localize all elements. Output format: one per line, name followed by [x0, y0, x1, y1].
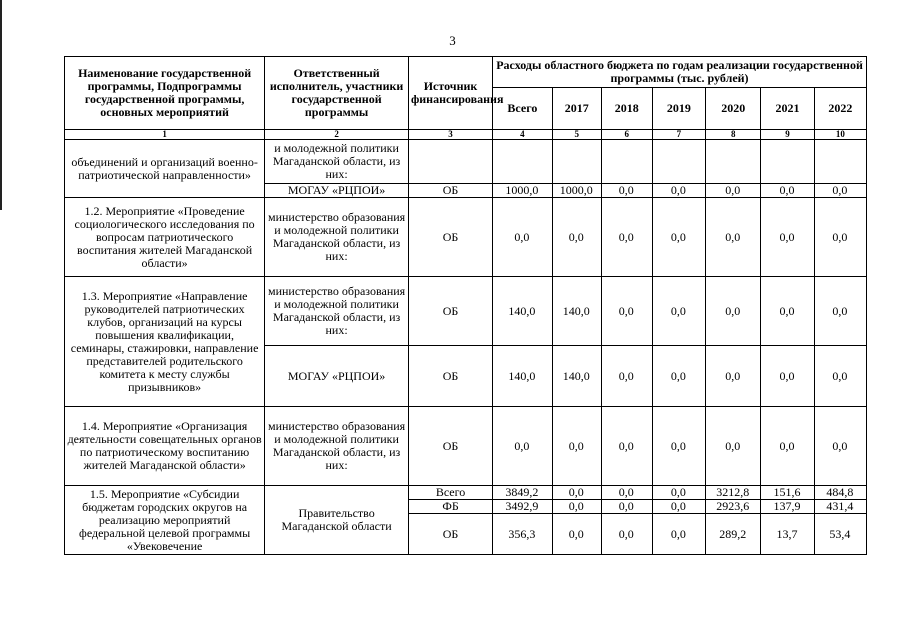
source: ОБ [408, 346, 492, 407]
value-total: 356,3 [493, 514, 553, 555]
value-2019: 0,0 [652, 486, 705, 500]
value-total: 3849,2 [493, 486, 553, 500]
value-2022: 0,0 [814, 198, 866, 277]
activity-name: 1.3. Мероприятие «Направление руководителей патриотических клубов, организаций на курсы повышения квалификации, семинары, стажировки, направление представителей родительского комитета к месту службы призывников» [65, 277, 265, 407]
value-2018: 0,0 [601, 500, 652, 514]
col-num: 9 [761, 130, 814, 140]
page-number: 3 [449, 33, 456, 48]
value-cell [493, 140, 553, 184]
value-cell [652, 140, 705, 184]
budget-table [64, 56, 867, 555]
sub-executor: МОГАУ «РЦПОИ» [265, 184, 409, 198]
value-total: 0,0 [493, 198, 553, 277]
value-total: 0,0 [493, 407, 553, 486]
table-row [65, 407, 867, 486]
value-2018: 0,0 [601, 514, 652, 555]
value-cell [601, 140, 652, 184]
value-2019: 0,0 [652, 407, 705, 486]
col-num: 8 [706, 130, 761, 140]
header-expenses: Расходы областного бюджета по годам реализации государственной программы (тыс. рублей) [493, 57, 867, 88]
col-num: 2 [265, 130, 409, 140]
activity-name: 1.4. Мероприятие «Организация деятельности совещательных органов по патриотическому воспитанию жителей Магаданской области» [65, 407, 265, 486]
value-2019: 0,0 [652, 198, 705, 277]
value-2018: 0,0 [601, 486, 652, 500]
value-2021: 137,9 [761, 500, 814, 514]
header-year-2022: 2022 [814, 88, 866, 130]
value-2019: 0,0 [652, 514, 705, 555]
header-year-2021: 2021 [761, 88, 814, 130]
header-row [65, 57, 867, 88]
header-source: Источник финансирования [408, 57, 492, 130]
value-2021: 0,0 [761, 277, 814, 346]
col-num: 5 [552, 130, 601, 140]
source: ОБ [408, 514, 492, 555]
header-year-total: Всего [493, 88, 553, 130]
table-row [65, 140, 867, 184]
value-2022: 53,4 [814, 514, 866, 555]
value-total: 1000,0 [493, 184, 553, 198]
col-num: 6 [601, 130, 652, 140]
column-number-row [65, 130, 867, 140]
value-2020: 2923,6 [706, 500, 761, 514]
value-2020: 0,0 [706, 277, 761, 346]
value-2017: 0,0 [552, 198, 601, 277]
source: ОБ [408, 407, 492, 486]
value-total: 3492,9 [493, 500, 553, 514]
value-2017: 0,0 [552, 407, 601, 486]
table-row [65, 198, 867, 277]
value-cell [552, 140, 601, 184]
value-2020: 0,0 [706, 407, 761, 486]
header-year-2019: 2019 [652, 88, 705, 130]
value-2020: 0,0 [706, 198, 761, 277]
sub-executor: МОГАУ «РЦПОИ» [265, 346, 409, 407]
col-num: 4 [493, 130, 553, 140]
value-2017: 140,0 [552, 346, 601, 407]
value-2018: 0,0 [601, 277, 652, 346]
value-cell [814, 140, 866, 184]
executor: министерство образования и молодежной политики Магаданской области, из них: [265, 198, 409, 277]
value-2022: 431,4 [814, 500, 866, 514]
col-num: 1 [65, 130, 265, 140]
col-num: 10 [814, 130, 866, 140]
executor: Правительство Магаданской области [265, 486, 409, 555]
value-total: 140,0 [493, 346, 553, 407]
value-2020: 3212,8 [706, 486, 761, 500]
activity-name: объединений и организаций военно-патриотической направленности» [65, 140, 265, 198]
header-year-2017: 2017 [552, 88, 601, 130]
value-2021: 0,0 [761, 198, 814, 277]
activity-name: 1.2. Мероприятие «Проведение социологического исследования по вопросам патриотического воспитания жителей Магаданской области» [65, 198, 265, 277]
col-num: 7 [652, 130, 705, 140]
value-2020: 289,2 [706, 514, 761, 555]
value-2017: 140,0 [552, 277, 601, 346]
header-executor: Ответственный исполнитель, участники государственной программы [265, 57, 409, 130]
header-year-2018: 2018 [601, 88, 652, 130]
source: ФБ [408, 500, 492, 514]
source: ОБ [408, 198, 492, 277]
source [408, 140, 492, 184]
value-2017: 1000,0 [552, 184, 601, 198]
value-2022: 0,0 [814, 184, 866, 198]
value-2022: 0,0 [814, 346, 866, 407]
value-2017: 0,0 [552, 500, 601, 514]
value-2018: 0,0 [601, 184, 652, 198]
source: Всего [408, 486, 492, 500]
source: ОБ [408, 184, 492, 198]
executor: министерство образования и молодежной политики Магаданской области, из них: [265, 407, 409, 486]
value-2019: 0,0 [652, 346, 705, 407]
value-2021: 0,0 [761, 346, 814, 407]
col-num: 3 [408, 130, 492, 140]
executor: и молодежной политики Магаданской области, из них: [265, 140, 409, 184]
value-2017: 0,0 [552, 486, 601, 500]
value-2021: 0,0 [761, 184, 814, 198]
header-year-2020: 2020 [706, 88, 761, 130]
value-2021: 13,7 [761, 514, 814, 555]
value-2021: 0,0 [761, 407, 814, 486]
value-2020: 0,0 [706, 346, 761, 407]
value-2018: 0,0 [601, 346, 652, 407]
table-row [65, 486, 867, 500]
header-name: Наименование государственной программы, Подпрограммы государственной программы, основных мероприятий [65, 57, 265, 130]
value-2019: 0,0 [652, 500, 705, 514]
value-2020: 0,0 [706, 184, 761, 198]
value-cell [706, 140, 761, 184]
source: ОБ [408, 277, 492, 346]
value-cell [761, 140, 814, 184]
value-2022: 484,8 [814, 486, 866, 500]
value-2019: 0,0 [652, 277, 705, 346]
value-2019: 0,0 [652, 184, 705, 198]
value-2018: 0,0 [601, 407, 652, 486]
activity-name: 1.5. Мероприятие «Субсидии бюджетам городских округов на реализацию мероприятий федеральной целевой программы «Увековечение [65, 486, 265, 555]
executor: министерство образования и молодежной политики Магаданской области, из них: [265, 277, 409, 346]
value-2018: 0,0 [601, 198, 652, 277]
table-row [65, 277, 867, 346]
value-2017: 0,0 [552, 514, 601, 555]
value-2022: 0,0 [814, 407, 866, 486]
value-total: 140,0 [493, 277, 553, 346]
value-2022: 0,0 [814, 277, 866, 346]
value-2021: 151,6 [761, 486, 814, 500]
scan-edge-line [0, 0, 2, 210]
